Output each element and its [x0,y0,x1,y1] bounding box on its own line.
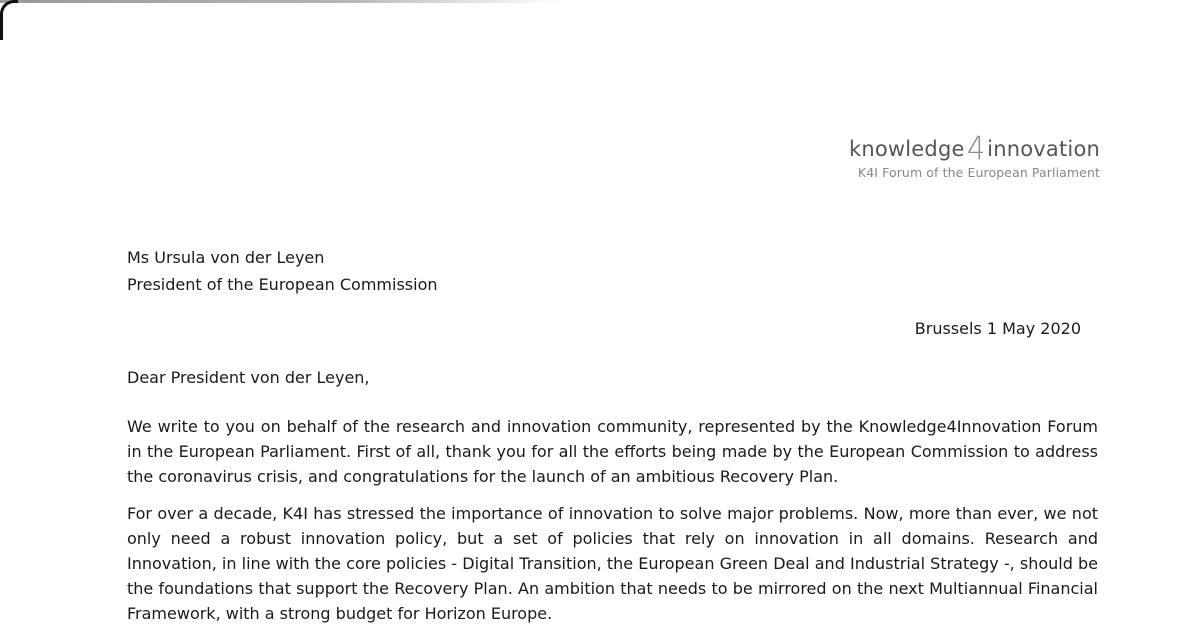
logo-digit: 4 [966,129,986,167]
body-paragraph-1: We write to you on behalf of the research and innovation community, represented by the Knowledge4Innovation Forum in the European Parliament. First of all, thank you for all the efforts being made by the European Commission to address the coronavirus crisis, and congratulations for the launch of an ambitious Recovery Plan. [127,417,1098,486]
logo-wordmark [848,129,1100,167]
letter-date: Brussels 1 May 2020 [914,319,1081,338]
scan-corner-mark [0,0,18,40]
logo-word-left: knowledge [848,137,965,161]
recipient-name: Ms Ursula von der Leyen [127,248,325,267]
logo-subtitle: K4I Forum of the European Parliament [857,165,1100,180]
body-paragraph-2: For over a decade, K4I has stressed the importance of innovation to solve major problems. Now, more than ever, we not only need a robust innovation policy, but a set of policies that rely on innovation in all domains. Research and Innovation, in line with the core policies - Digital Transition, the European Green Deal and Industrial Strategy -, should be the foundations that support the Recovery Plan. An ambition that needs to be mirrored on the next Multiannual Financial Framework, with a strong budget for Horizon Europe. [127,504,1098,623]
scan-edge-top [0,0,560,3]
recipient-address [127,244,438,298]
logo-word-right: innovation [987,137,1100,161]
recipient-title: President of the European Commission [127,275,438,294]
k4i-logo [848,129,1100,180]
salutation: Dear President von der Leyen, [127,368,370,387]
